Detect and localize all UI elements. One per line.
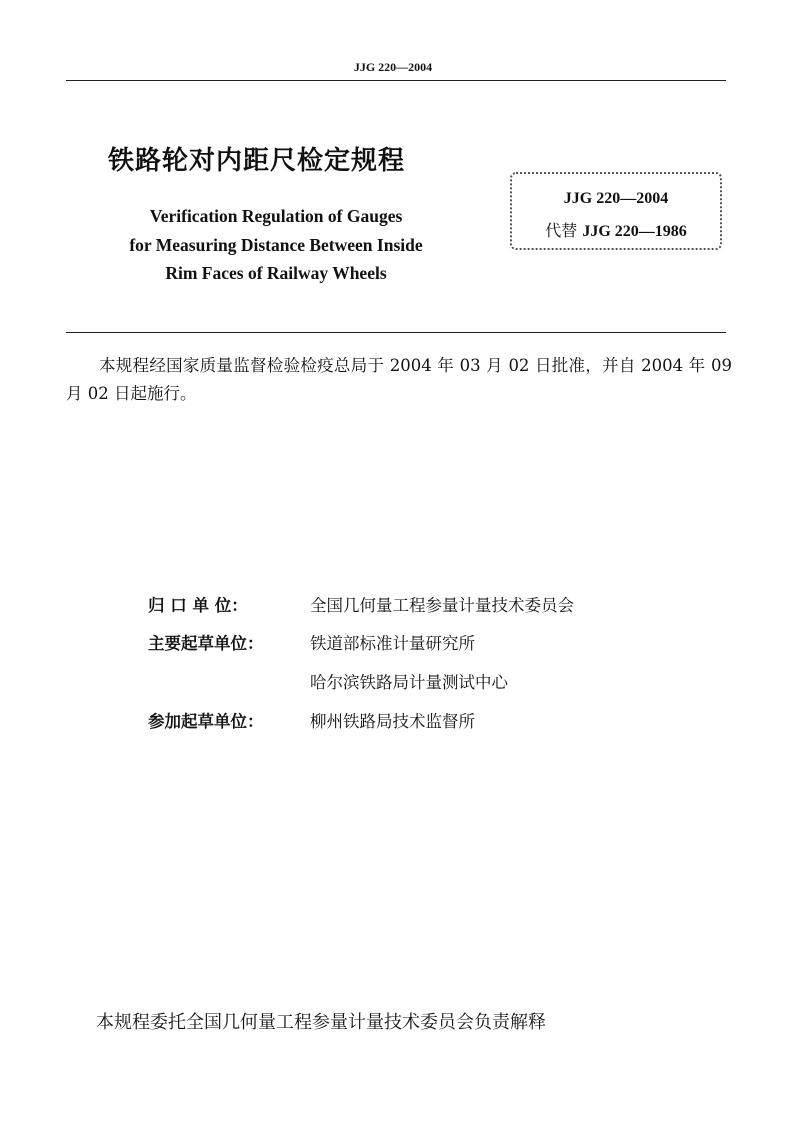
approval-paragraph: 本规程经国家质量监督检验检疫总局于 2004 年 03 月 02 日批准，并自 2004 年 09 月 02 日起施行。 (66, 356, 732, 403)
org-label: 参加起草单位： (148, 712, 264, 731)
standard-code: JJG 220—2004 (563, 190, 669, 207)
org-value: 柳州铁路局技术监督所 (310, 712, 475, 731)
title-english-line: Verification Regulation of Gauges (149, 206, 403, 226)
section-rule (66, 332, 726, 333)
header-rule (66, 80, 726, 81)
replaces-code: JJG 220—1986 (582, 223, 687, 240)
title-english-line: for Measuring Distance Between Inside (129, 234, 423, 255)
title-chinese: 铁路轮对内距尺检定规程 (108, 146, 406, 176)
standard-number-box (510, 172, 722, 250)
running-header-code: JJG 220—2004 (353, 60, 433, 74)
title-english (96, 202, 456, 288)
interpretation-note: 本规程委托全国几何量工程参量计量技术委员会负责解释 (96, 1012, 546, 1033)
org-label: 归 口 单 位： (148, 596, 248, 615)
replaces-line (512, 218, 720, 241)
replaces-label: 代替 (545, 221, 578, 240)
org-value: 铁道部标准计量研究所 (310, 634, 475, 653)
title-english-line: Rim Faces of Railway Wheels (165, 263, 387, 283)
org-label: 主要起草单位： (148, 634, 264, 653)
org-value: 全国几何量工程参量计量技术委员会 (310, 596, 574, 615)
org-value: 哈尔滨铁路局计量测试中心 (310, 673, 508, 692)
